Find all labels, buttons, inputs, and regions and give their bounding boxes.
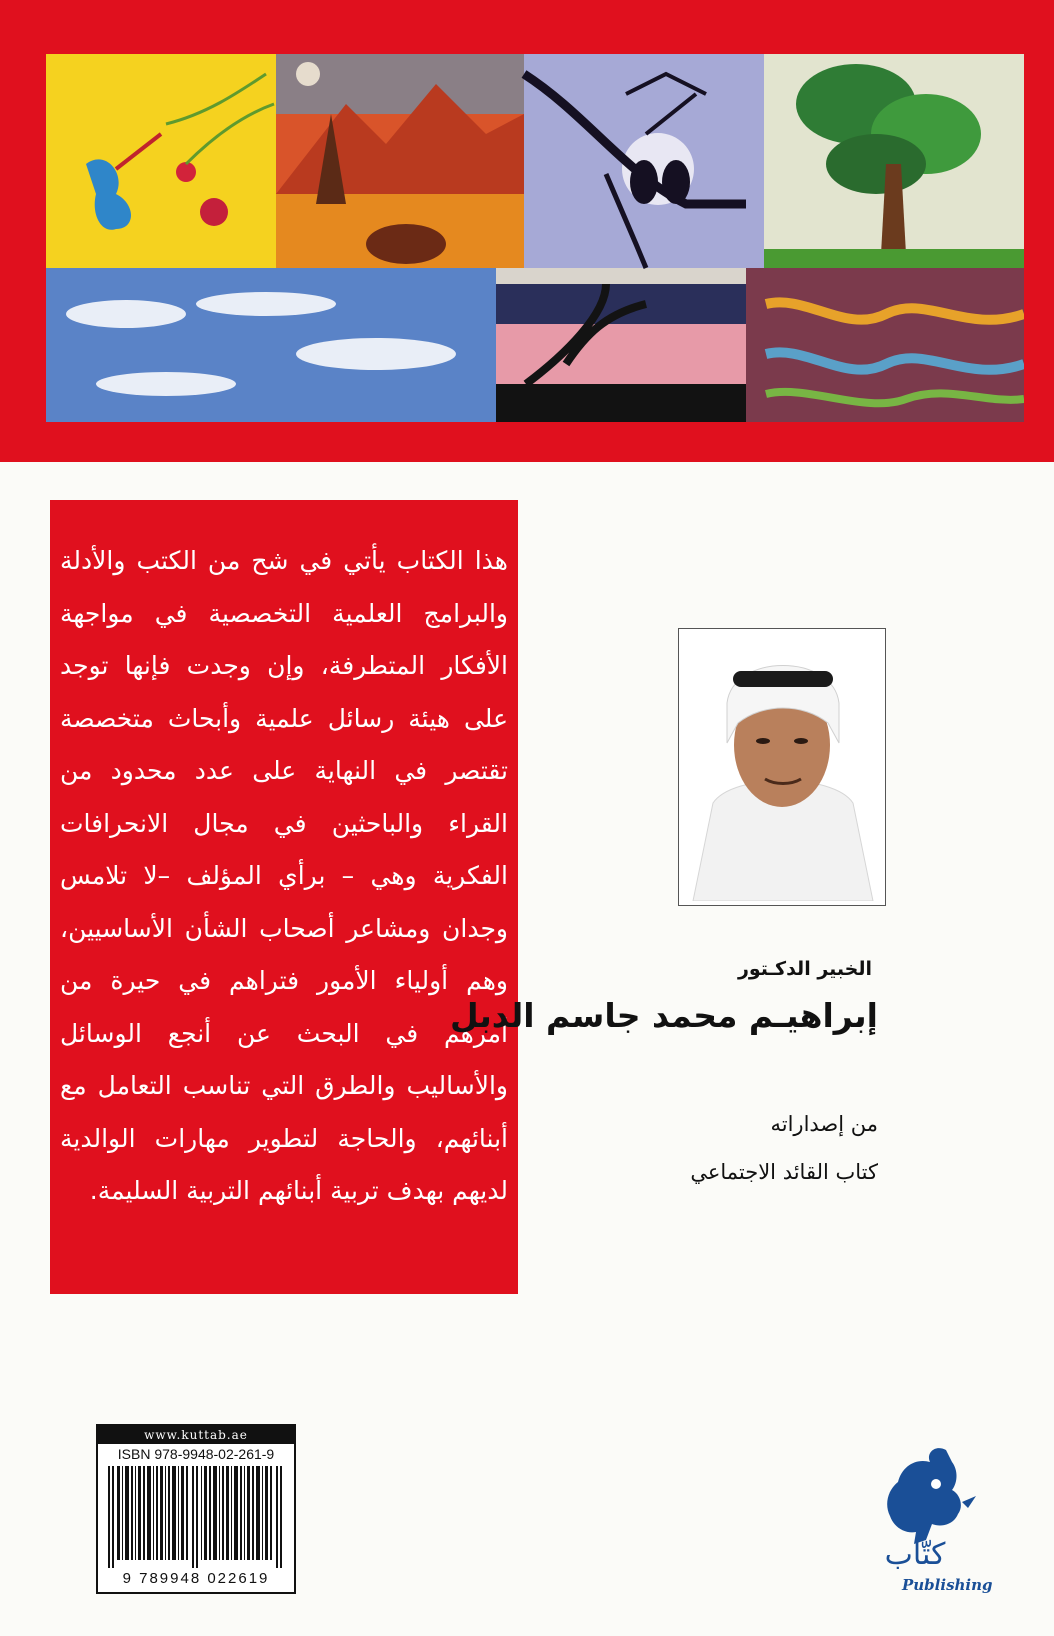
author-name: إبراهيـم محمد جاسم الدبل bbox=[449, 996, 878, 1035]
publication-item: كتاب القائد الاجتماعي bbox=[690, 1160, 878, 1184]
paintings-collage bbox=[46, 54, 1024, 422]
publisher-url: www.kuttab.ae bbox=[98, 1426, 294, 1444]
publications-heading: من إصداراته bbox=[770, 1112, 878, 1136]
publisher-name-arabic: كتّاب bbox=[884, 1537, 946, 1572]
isbn-barcode bbox=[96, 1424, 296, 1594]
isbn-text: ISBN 978-9948-02-261-9 bbox=[117, 1446, 275, 1462]
barcode-digits: 9 789948 022619 bbox=[122, 1570, 270, 1587]
publisher-name-latin: Publishing bbox=[902, 1576, 993, 1594]
barcode-bars bbox=[108, 1466, 284, 1568]
blurb-text: هذا الكتاب يأتي في شح من الكتب والأدلة والبرامج العلمية التخصصية في مواجهة الأفكار المتطرفة، وإن وجدت فإنها توجد على هيئة رسائل علمية وأبحاث متخصصة تقتصر في النهاية على عدد محدود من القراء والباحثين في مجال الانحرافات الفكرية وهي – برأي المؤلف –لا تلامس وجدان ومشاعر أصحاب الشأن الأساسيين، وهم أولياء الأمور فتراهم في حيرة من أمرهم في البحث عن أنجع الوسائل والأساليب والطرق التي تناسب التعامل مع أبنائهم، والحاجة لتطوير مهارات الوالدية لديهم بهدف تربية أبنائهم التربية السليمة. bbox=[60, 546, 508, 1205]
author-title: الخبير الدكـتور bbox=[737, 958, 872, 980]
author-photo bbox=[678, 628, 886, 906]
